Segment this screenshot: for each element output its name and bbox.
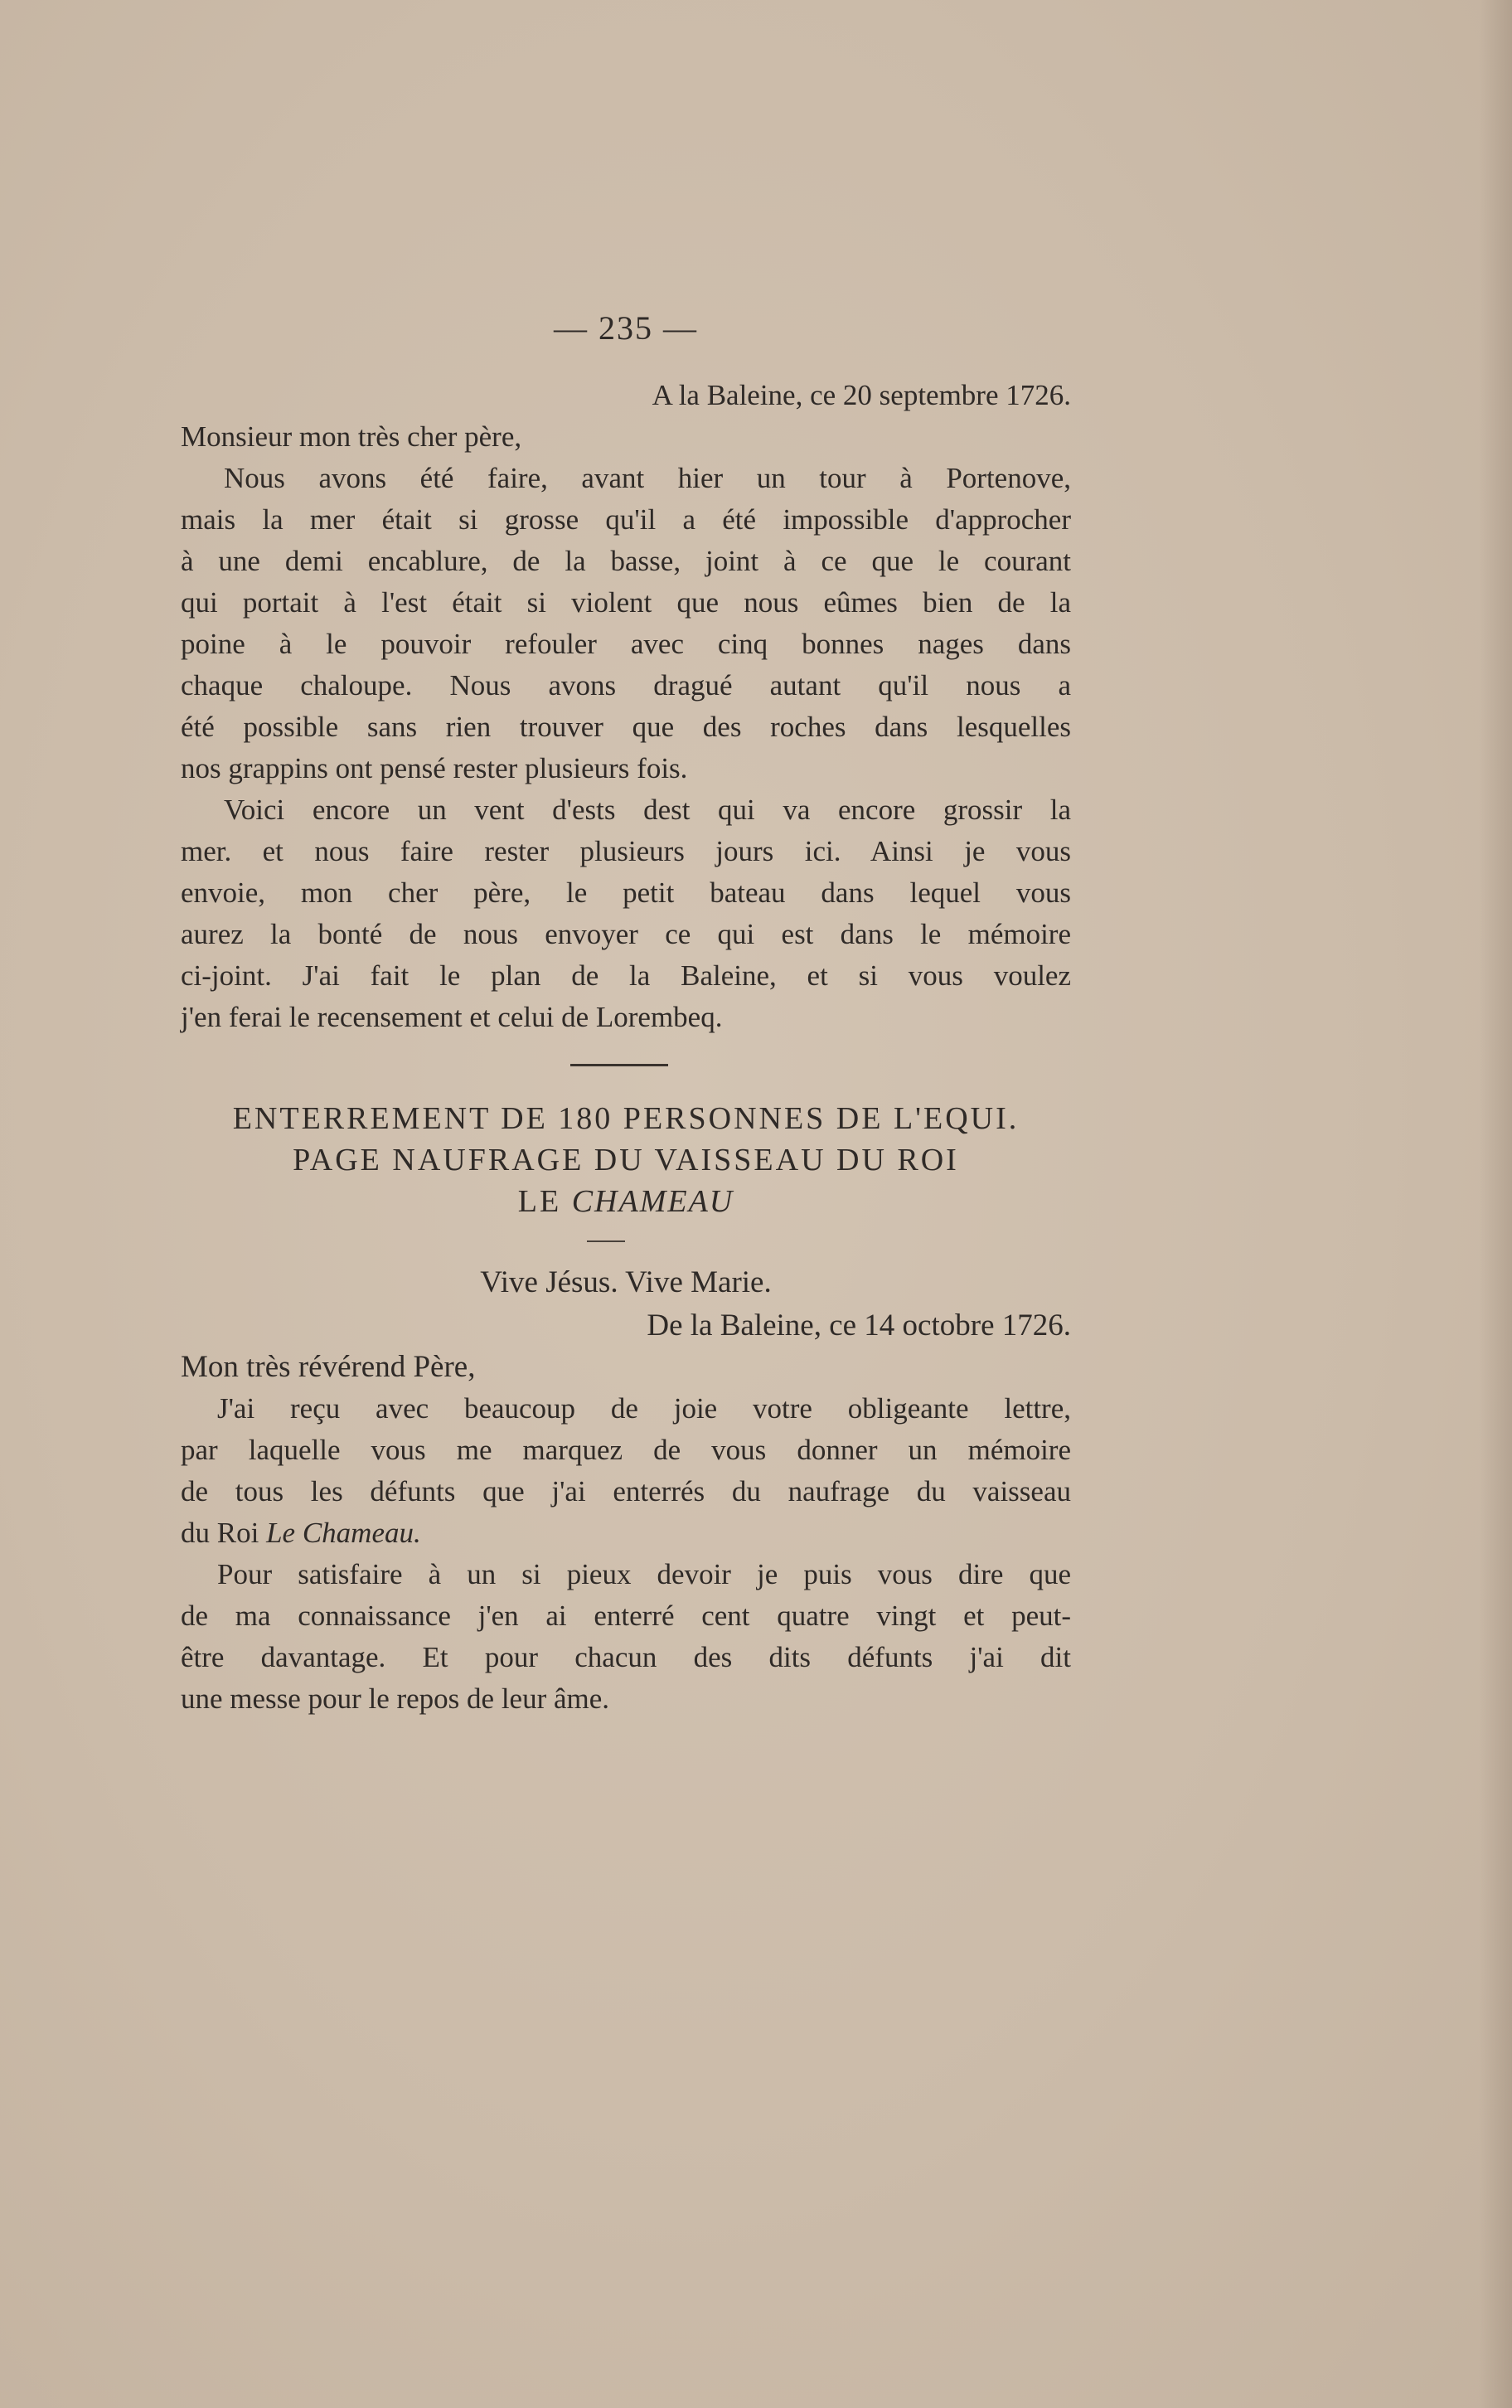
letter1-line: à une demi encablure, de la basse, joint à ce que le courant [181,545,1071,577]
letter1-salutation: Monsieur mon très cher père, [181,420,522,453]
section-divider [570,1064,668,1066]
letter2-line: Pour satisfaire à un si pieux devoir je puis vous dire que [217,1558,1071,1590]
small-divider [587,1240,625,1242]
letter2-line: de tous les défunts que j'ai enterrés du naufrage du vaisseau [181,1475,1071,1507]
letter1-line: envoie, mon cher père, le petit bateau dans lequel vous [181,876,1071,909]
letter1-line: Nous avons été faire, avant hier un tour à Portenove, [224,462,1071,494]
letter1-dateline: A la Baleine, ce 20 septembre 1726. [652,379,1071,411]
page-edge-shadow [1479,0,1512,2408]
letter2-line: par laquelle vous me marquez de vous donner un mémoire [181,1434,1071,1466]
letter1-line: ci-joint. J'ai fait le plan de la Baleine, et si vous voulez [181,959,1071,992]
page-number: — 235 — [554,309,698,347]
letter2-line: J'ai reçu avec beaucoup de joie votre obligeante lettre, [217,1392,1071,1425]
letter1-line: j'en ferai le recensement et celui de Lorembeq. [181,1001,723,1033]
section-title-line: ENTERREMENT DE 180 PERSONNES DE L'EQUI. [232,1101,1020,1136]
letter1-line: poine à le pouvoir refouler avec cinq bonnes nages dans [181,628,1071,660]
letter1-line: aurez la bonté de nous envoyer ce qui est dans le mémoire [181,918,1071,950]
letter1-line: Voici encore un vent d'ests dest qui va encore grossir la [224,794,1071,826]
letter2-salutation: Mon très révérend Père, [181,1350,476,1384]
letter2-line [181,1512,1071,1554]
letter2-dateline: De la Baleine, ce 14 octobre 1726. [647,1308,1071,1342]
letter2-line-text: du Roi [181,1517,267,1549]
section-title-prefix: LE [517,1184,572,1219]
letter1-line: nos grappins ont pensé rester plusieurs fois. [181,752,688,784]
letter1-line: été possible sans rien trouver que des roches dans lesquelles [181,711,1071,743]
ship-name-inline: Le Chameau. [266,1517,421,1549]
letter1-line: qui portait à l'est était si violent que nous eûmes bien de la [181,586,1071,619]
letter1-line: mer. et nous faire rester plusieurs jours ici. Ainsi je vous [181,835,1071,867]
section-title-line: PAGE NAUFRAGE DU VAISSEAU DU ROI [293,1143,959,1177]
letter2-line: être davantage. Et pour chacun des dits défunts j'ai dit [181,1641,1071,1673]
letter1-line: mais la mer était si grosse qu'il a été impossible d'approcher [181,503,1071,536]
letter2-line: de ma connaissance j'en ai enterré cent quatre vingt et peut- [181,1600,1071,1632]
letter2-invocation: Vive Jésus. Vive Marie. [480,1265,772,1299]
ship-name-title: CHAMEAU [571,1184,734,1219]
letter2-line: une messe pour le repos de leur âme. [181,1682,610,1715]
section-title-line [181,1179,1071,1224]
letter1-line: chaque chaloupe. Nous avons dragué autant qu'il nous a [181,669,1071,702]
